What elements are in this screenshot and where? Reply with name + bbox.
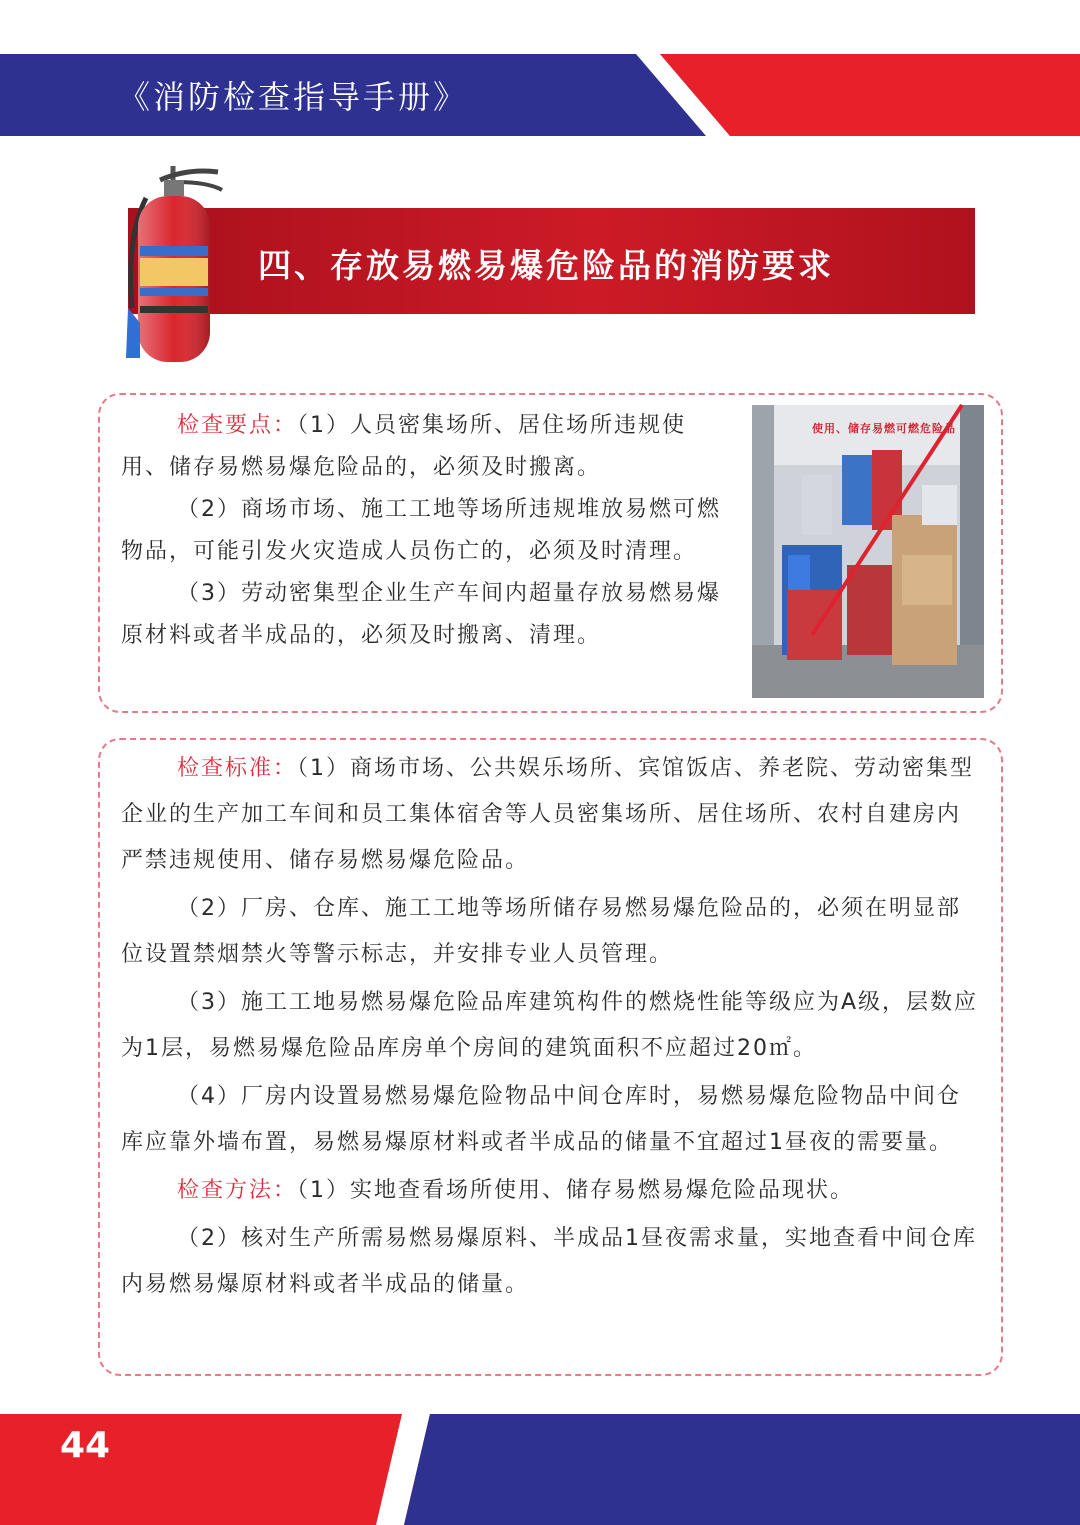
methods-label: 检查方法： [177,1178,298,1203]
key-points-label: 检查要点： [177,413,298,438]
storage-room-photo [752,405,984,698]
handbook-title: 《消防检查指导手册》 [118,78,469,116]
method-1: 检查方法：（1）实地查看场所使用、储存易燃易爆危险品现状。 [177,1178,855,1203]
section-title: 四、存放易燃易爆危险品的消防要求 [258,246,834,285]
standard-4: （4）厂房内设置易燃易爆危险物品中间仓库时，易燃易爆危险物品中间仓库应靠外墙布置，易燃易爆原材料或者半成品的储量不宜超过1昼夜的需要量。 [121,1084,961,1155]
key-point-2: （2）商场市场、施工工地等场所违规堆放易燃可燃物品，可能引发火灾造成人员伤亡的，必须及时清理。 [121,497,721,564]
key-point-3: （3）劳动密集型企业生产车间内超量存放易燃易爆原材料或者半成品的，必须及时搬离、清理。 [121,581,721,648]
photo-warning-sign: 使用、储存易燃可燃危险品 [812,422,956,435]
page-number: 44 [60,1425,111,1466]
key-point-1: 检查要点：（1）人员密集场所、居住场所违规使用、储存易燃易爆危险品的，必须及时搬离。 [121,413,687,480]
standard-3: （3）施工工地易燃易爆危险品库建筑构件的燃烧性能等级应为A级，层数应为1层，易燃易爆危险品库房单个房间的建筑面积不应超过20㎡。 [121,990,979,1061]
fire-extinguisher-icon [118,158,228,368]
standard-2: （2）厂房、仓库、施工工地等场所储存易燃易爆危险品的，必须在明显部位设置禁烟禁火等警示标志，并安排专业人员管理。 [121,896,961,967]
standards-text [121,746,983,1310]
standards-label: 检查标准： [177,756,298,781]
key-points-text [121,405,733,657]
standard-1: 检查标准：（1）商场市场、公共娱乐场所、宾馆饭店、养老院、劳动密集型企业的生产加工车间和员工集体宿舍等人员密集场所、居住场所、农村自建房内严禁违规使用、储存易燃易爆危险品。 [121,756,975,873]
method-2: （2）核对生产所需易燃易爆原料、半成品1昼夜需求量，实地查看中间仓库内易燃易爆原材料或者半成品的储量。 [121,1226,977,1297]
